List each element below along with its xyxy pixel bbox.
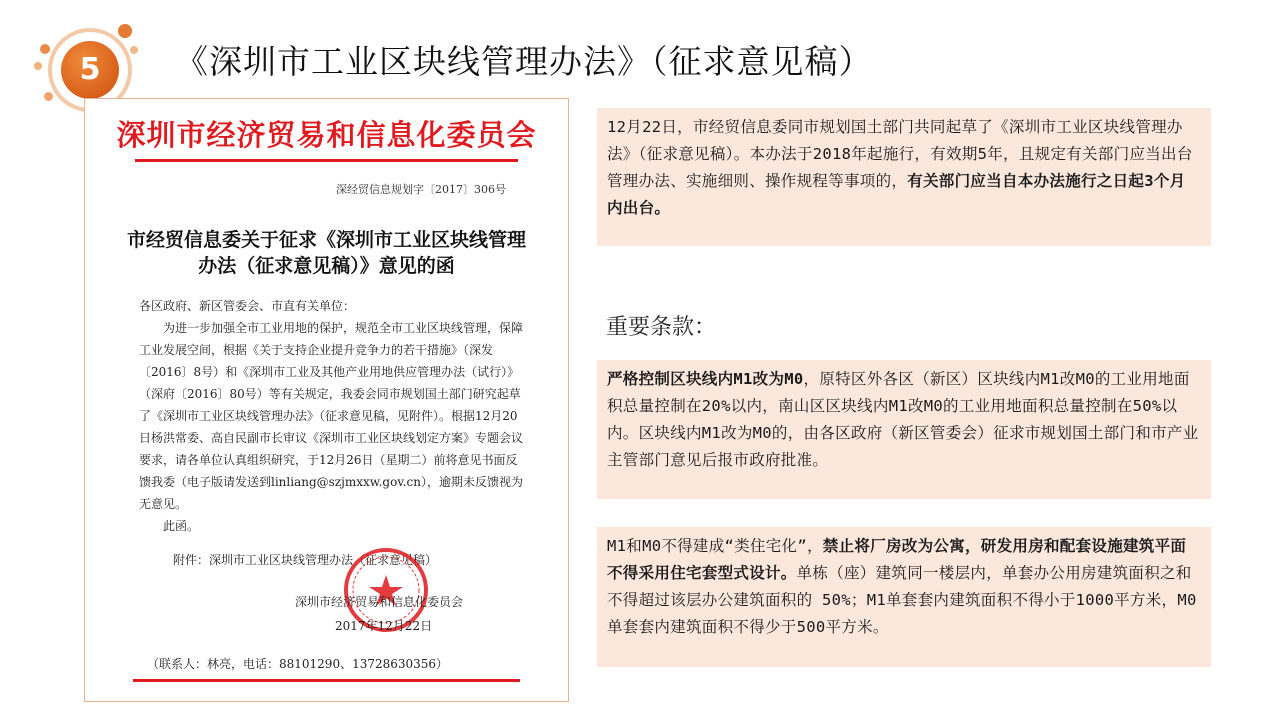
letterhead-rule [135, 159, 518, 162]
decor-dot [34, 62, 42, 70]
decor-dot [40, 44, 50, 54]
clause-text: M1和M0不得建成“类住宅化”， [607, 537, 823, 555]
letter-date: 2017年12月22日 [335, 619, 433, 633]
section-number: 5 [61, 41, 119, 99]
letter-footer-rule [133, 679, 520, 682]
clause-box [597, 527, 1211, 667]
letterhead-org: 深圳市经济贸易和信息化委员会 [116, 118, 537, 152]
summary-emphasis: 有关部门应当自本办法施行之日起3个月内出台。 [607, 172, 1186, 217]
summary-box [597, 108, 1211, 246]
letter-salutation: 各区政府、新区管委会、市直有关单位： [139, 299, 356, 313]
letter-contact: （联系人：林亮，电话：88101290、13728630356） [147, 657, 449, 671]
key-terms-heading: 重要条款： [606, 315, 717, 340]
page-title: 《深圳市工业区块线管理办法》（征求意见稿） [175, 42, 873, 81]
letter-body [139, 295, 524, 537]
letter-ref-number: 深经贸信息规划字〔2017〕306号 [336, 183, 506, 196]
letter-signature: 深圳市经济贸易和信息化委员会 [295, 595, 464, 609]
decor-dot [130, 46, 138, 54]
letter-attachment: 附件：深圳市工业区块线管理办法（征求意见稿） [173, 553, 438, 567]
clause-box [597, 360, 1211, 499]
decor-dot [118, 24, 132, 38]
letter-heading-line: 市经贸信息委关于征求《深圳市工业区块线管理 [126, 229, 526, 251]
letter-paragraph: 为进一步加强全市工业用地的保护，规范全市工业区块线管理，保障工业发展空间，根据《关于支持企业提升竞争力的若干措施》（深发〔2016〕8号）和《深圳市工业及其他产业用地供应管理办法（试行）》（深府〔2016〕80号）等有关规定，我委会同市规划国土部门研究起草了《深圳市工业区块线管理办法》（征求意见稿，见附件）。根据12月20日杨洪常委、高自民副市长审议《深圳市工业区块线划定方案》专题会议要求，请各单位认真组织研究，于12月26日（星期二）前将意见书面反馈我委（电子版请发送到linliang@szjmxxw.gov.cn），逾期未反馈视为无意见。 [139, 321, 524, 511]
clause-text: 单栋（座）建筑同一楼层内，单套办公用房建筑面积之和不得超过该层办公建筑面积的 50%；M1单套套内建筑面积不得小于1000平方米，M0单套套内建筑面积不得少于500平方米。 [607, 564, 1197, 636]
clause-emphasis: 禁止将厂房改为公寓，研发用房和配套设施建筑平面不得采用住宅套型式设计。 [607, 537, 1187, 582]
letter-heading-line: 办法（征求意见稿）》意见的函 [198, 255, 455, 277]
decor-dot [44, 92, 53, 101]
summary-text: 12月22日，市经贸信息委同市规划国土部门共同起草了《深圳市工业区块线管理办法》（征求意见稿）。本办法于2018年起施行，有效期5年，且规定有关部门应当出台管理办法、实施细则、操作规程等事项的， [607, 118, 1193, 190]
clause-text: ，原特区外各区（新区）区块线内M1改M0的工业用地面积总量控制在20%以内，南山区区块线内M1改M0的工业用地面积总量控制在50%以内。区块线内M1改为M0的，由各区政府（新区管委会）征求市规划国土部门和市产业主管部门意见后报市政府批准。 [607, 370, 1199, 469]
scanned-letter [84, 98, 569, 702]
letter-heading [115, 227, 538, 279]
letter-closing: 此函。 [163, 519, 200, 533]
clause-emphasis: 严格控制区块线内M1改为M0 [607, 370, 804, 388]
